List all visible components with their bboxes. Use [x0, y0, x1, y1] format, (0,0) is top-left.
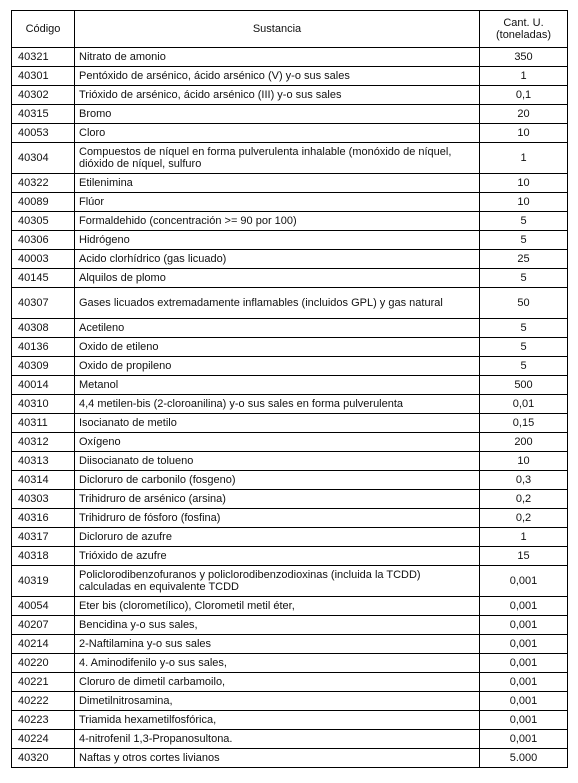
row-substance: Acido clorhídrico (gas licuado) [75, 250, 480, 269]
row-substance: Nitrato de amonio [75, 48, 480, 67]
row-code: 40136 [12, 338, 75, 357]
row-quantity: 10 [480, 124, 568, 143]
row-substance: Eter bis (clorometílico), Clorometil metil éter, [75, 597, 480, 616]
row-quantity: 0,001 [480, 673, 568, 692]
row-quantity: 15 [480, 547, 568, 566]
table-row [12, 338, 568, 357]
row-code: 40307 [12, 288, 75, 319]
row-code: 40303 [12, 490, 75, 509]
table-row [12, 86, 568, 105]
table-row [12, 414, 568, 433]
row-substance: 4-nitrofenil 1,3-Propanosultona. [75, 730, 480, 749]
row-quantity: 5 [480, 357, 568, 376]
table-row [12, 288, 568, 319]
row-substance: Dimetilnitrosamina, [75, 692, 480, 711]
row-substance: Metanol [75, 376, 480, 395]
row-code: 40314 [12, 471, 75, 490]
table-header-row [12, 11, 568, 48]
row-quantity: 0,001 [480, 654, 568, 673]
row-quantity: 1 [480, 67, 568, 86]
table-row [12, 528, 568, 547]
row-code: 40222 [12, 692, 75, 711]
row-code: 40302 [12, 86, 75, 105]
header-quantity-line2: (toneladas) [495, 29, 552, 41]
table-row [12, 730, 568, 749]
row-code: 40321 [12, 48, 75, 67]
row-substance: Gases licuados extremadamente inflamables (incluidos GPL) y gas natural [75, 288, 480, 319]
table-row [12, 193, 568, 212]
row-quantity: 0,01 [480, 395, 568, 414]
row-quantity: 0,2 [480, 490, 568, 509]
row-substance: Dicloruro de azufre [75, 528, 480, 547]
row-substance: Flúor [75, 193, 480, 212]
row-code: 40145 [12, 269, 75, 288]
row-code: 40313 [12, 452, 75, 471]
row-quantity: 0,001 [480, 616, 568, 635]
row-code: 40221 [12, 673, 75, 692]
row-quantity: 10 [480, 452, 568, 471]
row-substance: Bromo [75, 105, 480, 124]
row-substance: Trióxido de azufre [75, 547, 480, 566]
row-code: 40316 [12, 509, 75, 528]
row-quantity: 0,001 [480, 635, 568, 654]
row-code: 40311 [12, 414, 75, 433]
row-code: 40315 [12, 105, 75, 124]
row-quantity: 0,15 [480, 414, 568, 433]
substances-table [11, 10, 568, 768]
table-row [12, 143, 568, 174]
row-quantity: 5 [480, 338, 568, 357]
row-substance: Etilenimina [75, 174, 480, 193]
row-substance: 2-Naftilamina y-o sus sales [75, 635, 480, 654]
table-row [12, 67, 568, 86]
row-quantity: 20 [480, 105, 568, 124]
row-code: 40319 [12, 566, 75, 597]
row-code: 40053 [12, 124, 75, 143]
row-quantity: 1 [480, 528, 568, 547]
table-row [12, 490, 568, 509]
table-row [12, 749, 568, 768]
row-substance: Hidrógeno [75, 231, 480, 250]
row-substance: Oxido de etileno [75, 338, 480, 357]
row-substance: Alquilos de plomo [75, 269, 480, 288]
table-row [12, 547, 568, 566]
row-code: 40014 [12, 376, 75, 395]
row-quantity: 0,1 [480, 86, 568, 105]
row-quantity: 5 [480, 231, 568, 250]
table-row [12, 635, 568, 654]
row-quantity: 0,001 [480, 711, 568, 730]
table-row [12, 124, 568, 143]
table-row [12, 566, 568, 597]
table-row [12, 673, 568, 692]
table-row [12, 231, 568, 250]
row-substance: 4,4 metilen-bis (2-cloroanilina) y-o sus sales en forma pulverulenta [75, 395, 480, 414]
row-quantity: 10 [480, 193, 568, 212]
header-substance: Sustancia [75, 11, 480, 48]
row-code: 40054 [12, 597, 75, 616]
header-quantity-line1: Cant. U. [503, 17, 544, 29]
row-substance: Acetileno [75, 319, 480, 338]
table-row [12, 105, 568, 124]
row-substance: Cloruro de dimetil carbamoilo, [75, 673, 480, 692]
row-code: 40304 [12, 143, 75, 174]
table-row [12, 48, 568, 67]
row-code: 40214 [12, 635, 75, 654]
row-code: 40308 [12, 319, 75, 338]
table-row [12, 471, 568, 490]
row-quantity: 5.000 [480, 749, 568, 768]
row-quantity: 0,001 [480, 566, 568, 597]
row-substance: Policlorodibenzofuranos y policlorodibenzodioxinas (incluida la TCDD) calculadas en equivalente TCDD [75, 566, 480, 597]
row-code: 40322 [12, 174, 75, 193]
header-quantity [480, 11, 568, 48]
row-substance: Triamida hexametilfosfórica, [75, 711, 480, 730]
row-substance: Naftas y otros cortes livianos [75, 749, 480, 768]
row-code: 40207 [12, 616, 75, 635]
row-substance: Dicloruro de carbonilo (fosgeno) [75, 471, 480, 490]
row-substance: Trióxido de arsénico, ácido arsénico (III) y-o sus sales [75, 86, 480, 105]
row-substance: Trihidruro de fósforo (fosfina) [75, 509, 480, 528]
row-quantity: 0,001 [480, 597, 568, 616]
table-row [12, 616, 568, 635]
table-row [12, 269, 568, 288]
table-row [12, 597, 568, 616]
row-code: 40317 [12, 528, 75, 547]
row-code: 40220 [12, 654, 75, 673]
row-substance: Diisocianato de tolueno [75, 452, 480, 471]
row-quantity: 5 [480, 212, 568, 231]
row-substance: Formaldehido (concentración >= 90 por 100) [75, 212, 480, 231]
row-quantity: 1 [480, 143, 568, 174]
row-quantity: 10 [480, 174, 568, 193]
row-substance: Cloro [75, 124, 480, 143]
row-code: 40306 [12, 231, 75, 250]
table-row [12, 376, 568, 395]
row-code: 40318 [12, 547, 75, 566]
table-row [12, 452, 568, 471]
row-substance: Oxígeno [75, 433, 480, 452]
row-code: 40223 [12, 711, 75, 730]
table-row [12, 711, 568, 730]
row-code: 40224 [12, 730, 75, 749]
row-quantity: 0,001 [480, 692, 568, 711]
row-substance: Trihidruro de arsénico (arsina) [75, 490, 480, 509]
row-quantity: 5 [480, 269, 568, 288]
row-substance: Bencidina y-o sus sales, [75, 616, 480, 635]
table-row [12, 212, 568, 231]
table-row [12, 357, 568, 376]
row-substance: Pentóxido de arsénico, ácido arsénico (V) y-o sus sales [75, 67, 480, 86]
row-quantity: 5 [480, 319, 568, 338]
row-code: 40310 [12, 395, 75, 414]
table-row [12, 250, 568, 269]
row-quantity: 0,3 [480, 471, 568, 490]
header-code: Código [12, 11, 75, 48]
table-row [12, 692, 568, 711]
row-quantity: 0,2 [480, 509, 568, 528]
row-substance: 4. Aminodifenilo y-o sus sales, [75, 654, 480, 673]
row-quantity: 50 [480, 288, 568, 319]
table-row [12, 319, 568, 338]
row-code: 40305 [12, 212, 75, 231]
row-substance: Oxido de propileno [75, 357, 480, 376]
row-quantity: 0,001 [480, 730, 568, 749]
table-row [12, 174, 568, 193]
row-quantity: 500 [480, 376, 568, 395]
row-code: 40089 [12, 193, 75, 212]
table-row [12, 433, 568, 452]
row-code: 40003 [12, 250, 75, 269]
row-code: 40312 [12, 433, 75, 452]
row-code: 40320 [12, 749, 75, 768]
row-code: 40301 [12, 67, 75, 86]
table-row [12, 509, 568, 528]
table-row [12, 395, 568, 414]
row-substance: Isocianato de metilo [75, 414, 480, 433]
row-quantity: 350 [480, 48, 568, 67]
table-row [12, 654, 568, 673]
row-quantity: 200 [480, 433, 568, 452]
row-substance: Compuestos de níquel en forma pulverulenta inhalable (monóxido de níquel, dióxido de níquel, sulfuro [75, 143, 480, 174]
row-quantity: 25 [480, 250, 568, 269]
row-code: 40309 [12, 357, 75, 376]
